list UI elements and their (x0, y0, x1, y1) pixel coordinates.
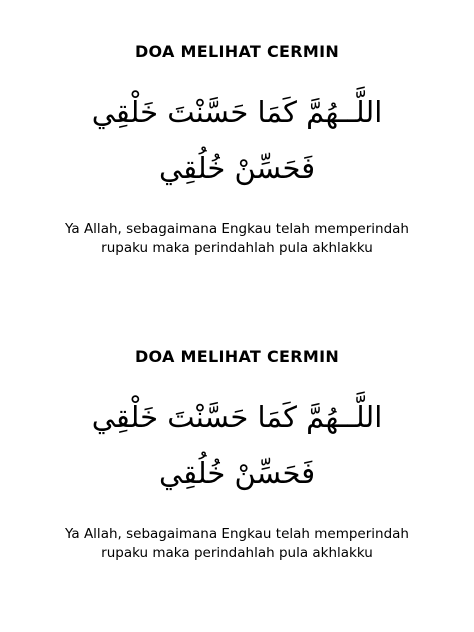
prayer-title: DOA MELIHAT CERMIN (134, 42, 340, 61)
translation-line-2: rupaku maka perindahlah pula akhlakku (101, 545, 373, 561)
arabic-text-line-2: فَحَسِّنْ خُلُقِي (158, 151, 316, 185)
prayer-card-2 (0, 345, 474, 563)
arabic-text-line-2: فَحَسِّنْ خُلُقِي (158, 456, 316, 490)
prayer-card-1 (0, 40, 474, 258)
translation-line-1: Ya Allah, sebagaimana Engkau telah memperindah (65, 221, 409, 237)
arabic-text-line-1: اللَّــهُمَّ كَمَا حَسَّنْتَ خَلْقِي (91, 400, 383, 434)
translation-line-2: rupaku maka perindahlah pula akhlakku (101, 240, 373, 256)
prayer-title: DOA MELIHAT CERMIN (134, 347, 340, 366)
translation-line-1: Ya Allah, sebagaimana Engkau telah memperindah (65, 526, 409, 542)
arabic-text-line-1: اللَّــهُمَّ كَمَا حَسَّنْتَ خَلْقِي (91, 95, 383, 129)
